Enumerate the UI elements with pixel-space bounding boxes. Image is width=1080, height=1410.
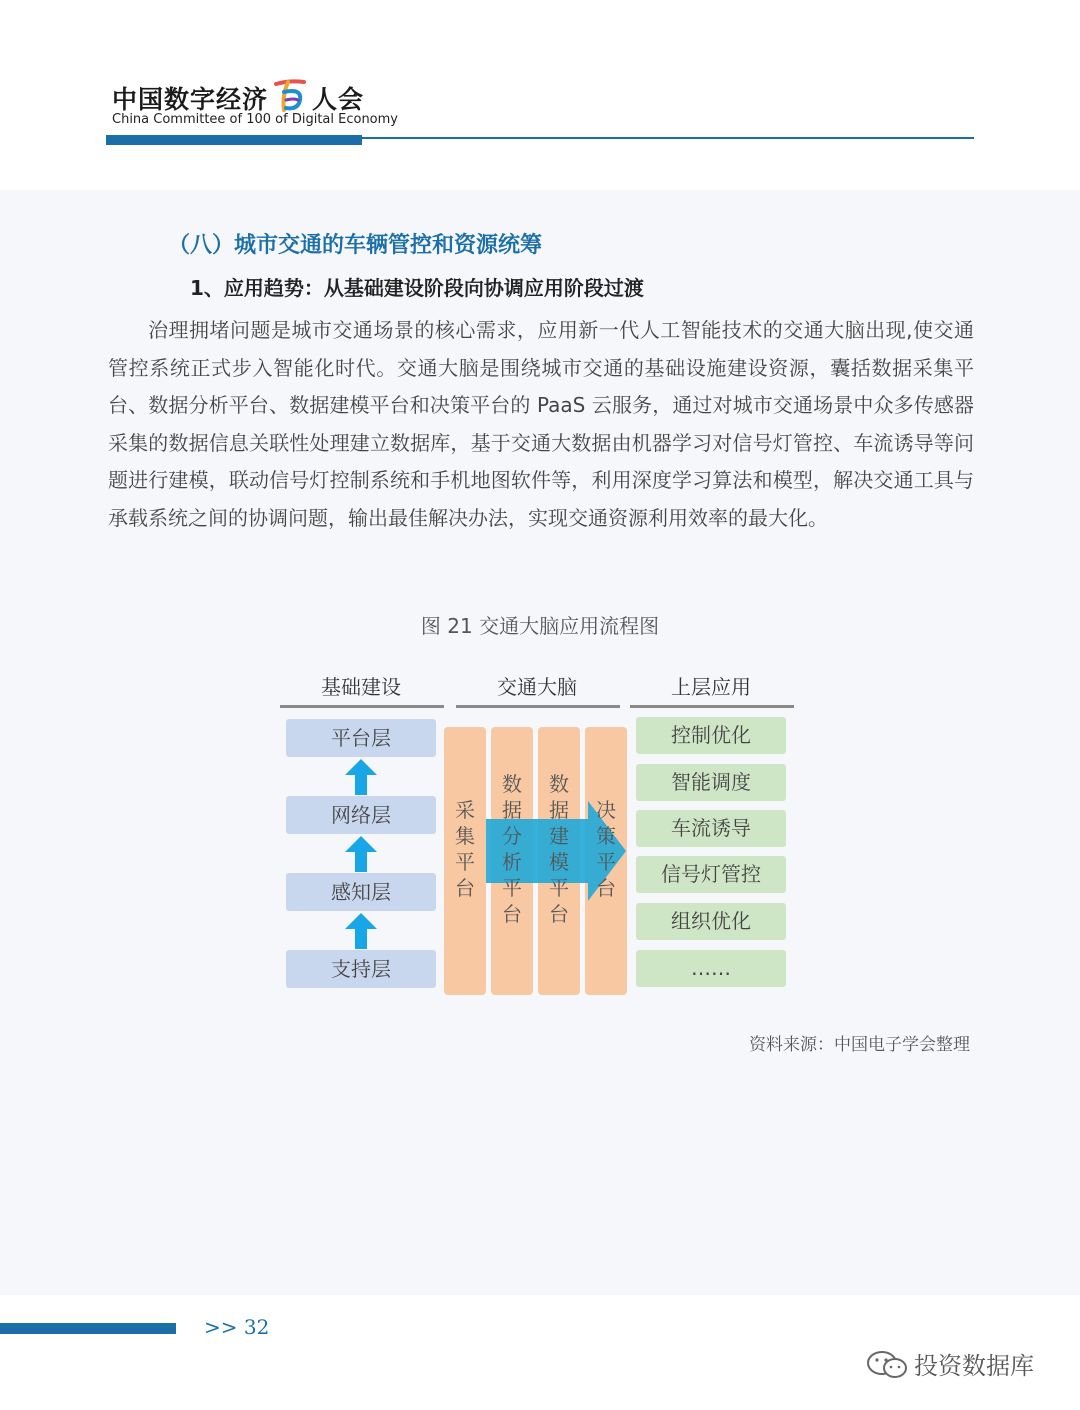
layer-network: 网络层 xyxy=(286,796,436,834)
app-signal-control: 信号灯管控 xyxy=(636,856,786,893)
app-organization-optimization: 组织优化 xyxy=(636,903,786,940)
column-header-applications: 上层应用 xyxy=(671,675,751,699)
org-name-part1: 中国数字经济 xyxy=(112,85,269,114)
column-header-traffic-brain: 交通大脑 xyxy=(497,675,577,699)
figure-caption: 图 21 交通大脑应用流程图 xyxy=(420,614,660,638)
pillar-label-analysis: 数 据 分 析 平 台 xyxy=(502,772,522,926)
wechat-icon xyxy=(866,1350,908,1380)
layer-platform: 平台层 xyxy=(286,719,436,757)
org-name-part2: 人会 xyxy=(312,85,365,114)
layer-support: 支持层 xyxy=(286,950,436,988)
app-control-optimization: 控制优化 xyxy=(636,717,786,754)
org-logo-cn xyxy=(112,78,364,116)
app-more: …… xyxy=(636,950,786,987)
column-underline-middle xyxy=(456,705,620,708)
pillar-label-modeling: 数 据 建 模 平 台 xyxy=(549,772,569,926)
layer-perception: 感知层 xyxy=(286,873,436,911)
column-underline-left xyxy=(280,705,444,708)
section-subtitle: 1、应用趋势：从基础建设阶段向协调应用阶段过渡 xyxy=(190,276,644,300)
up-arrow-icon xyxy=(345,836,377,872)
column-header-infrastructure: 基础建设 xyxy=(321,675,401,699)
footer-accent-bar xyxy=(0,1323,176,1334)
header-accent-bar xyxy=(106,135,362,145)
content-area xyxy=(0,190,1080,1295)
pillar-label-decision: 决 策 平 台 xyxy=(596,798,616,900)
column-underline-right xyxy=(630,705,794,708)
header-divider xyxy=(362,137,974,139)
hundred-logo-icon xyxy=(272,78,308,114)
org-name-en: China Committee of 100 of Digital Economy xyxy=(112,112,398,127)
page-number: >> 32 xyxy=(204,1315,270,1339)
page-header xyxy=(0,0,1080,190)
body-paragraph: 治理拥堵问题是城市交通场景的核心需求，应用新一代人工智能技术的交通大脑出现,使交通管控系统正式步入智能化时代。交通大脑是围绕城市交通的基础设施建设资源，囊括数据采集平台、数据分析平台、数据建模平台和决策平台的 PaaS 云服务，通过对城市交通场景中众多传感器采集的数据信息关联性处理建立数据库，基于交通大数据由机器学习对信号灯管控、车流诱导等问题进行建模，联动信号灯控制系统和手机地图软件等，利用深度学习算法和模型，解决交通工具与承载系统之间的协调问题，输出最佳解决办法，实现交通资源利用效率的最大化。 xyxy=(108,318,974,530)
app-smart-dispatch: 智能调度 xyxy=(636,764,786,801)
up-arrow-icon xyxy=(345,913,377,949)
up-arrow-icon xyxy=(345,759,377,795)
app-traffic-guidance: 车流诱导 xyxy=(636,810,786,847)
traffic-brain-diagram xyxy=(278,663,794,1003)
watermark-text: 投资数据库 xyxy=(914,1352,1034,1380)
figure-source: 资料来源：中国电子学会整理 xyxy=(749,1035,970,1055)
pillar-label-collection: 采 集 平 台 xyxy=(455,798,475,900)
section-title: （八）城市交通的车辆管控和资源统筹 xyxy=(168,233,543,258)
watermark xyxy=(866,1346,1034,1381)
